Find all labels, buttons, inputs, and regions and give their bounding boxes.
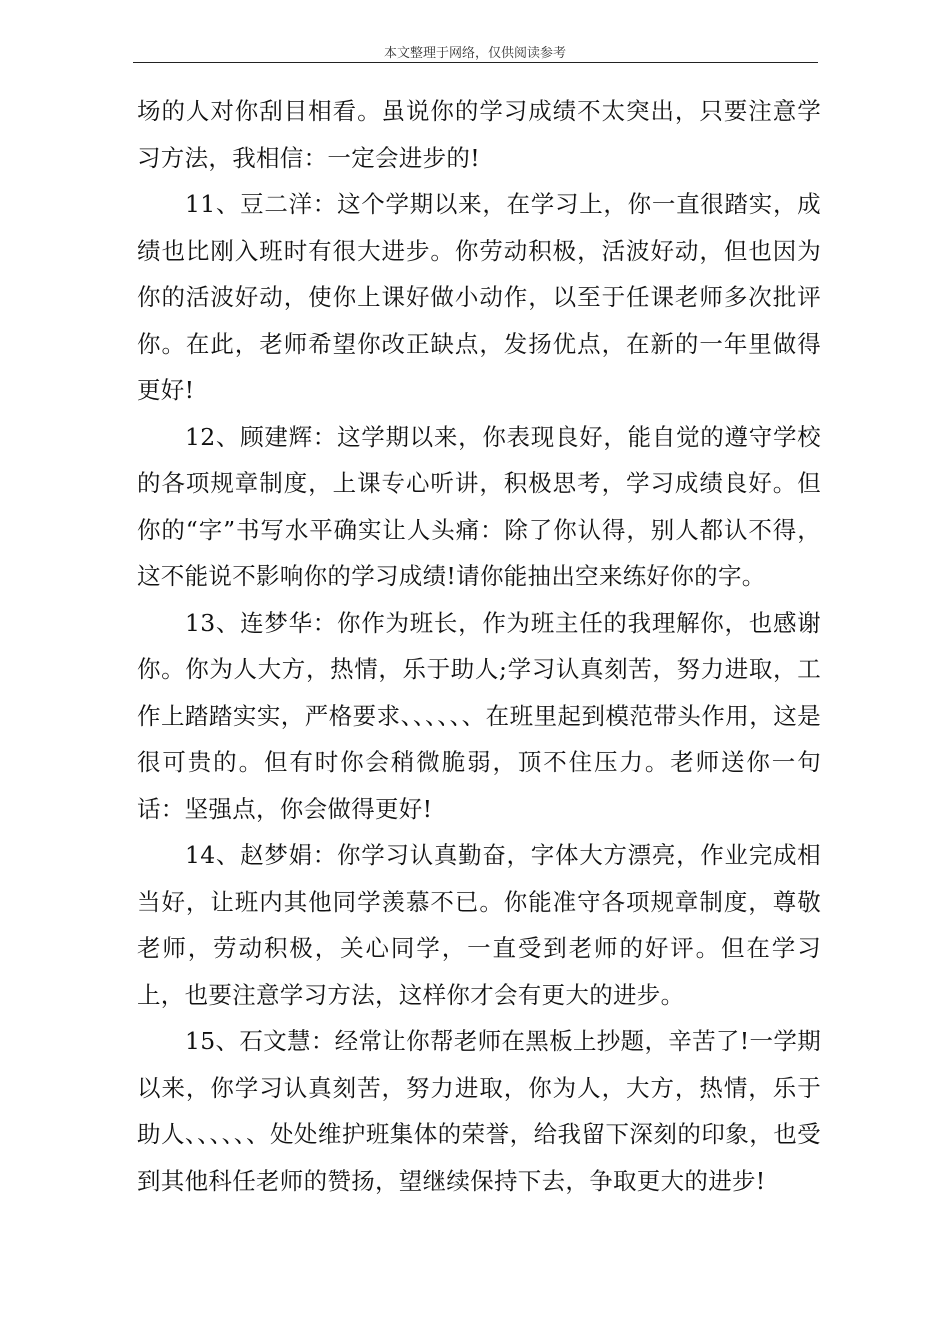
paragraph-comment-15: 15、石文慧：经常让你帮老师在黑板上抄题，辛苦了!一学期以来，你学习认真刻苦，努力进取，你为人，大方，热情，乐于助人、、、、、、处处维护班集体的荣誉，给我留下深刻的印象，也受到其他科任老师的赞扬，望继续保持下去，争取更大的进步! [137,1027,821,1195]
paragraph-comment-13: 13、连梦华：你作为班长，作为班主任的我理解你，也感谢你。你为人大方，热情，乐于助人;学习认真刻苦，努力进取，工作上踏踏实实，严格要求、、、、、、在班里起到模范带头作用，这是很可贵的。但有时你会稍微脆弱，顶不住压力。老师送你一句话：坚强点，你会做得更好! [137,608,821,823]
paragraph-comment-12: 12、顾建辉：这学期以来，你表现良好，能自觉的遵守学校的各项规章制度，上课专心听讲，积极思考，学习成绩良好。但你的“字”书写水平确实让人头痛：除了你认得，别人都认不得，这不能说不影响你的学习成绩!请你能抽出空来练好你的字。 [137,422,821,590]
document-body [137,88,821,1204]
header-divider [133,62,818,63]
paragraph-comment-11: 11、豆二洋：这个学期以来，在学习上，你一直很踏实，成绩也比刚入班时有很大进步。你劳动积极，活波好动，但也因为你的活波好动，使你上课好做小动作，以至于任课老师多次批评你。在此，老师希望你改正缺点，发扬优点，在新的一年里做得更好! [137,190,821,404]
page-header-note: 本文整理于网络，仅供阅读参考 [383,46,566,61]
paragraph-comment-14: 14、赵梦娟：你学习认真勤奋，字体大方漂亮，作业完成相当好，让班内其他同学羡慕不已。你能准守各项规章制度，尊敬老师，劳动积极，关心同学，一直受到老师的好评。但在学习上，也要注意学习方法，这样你才会有更大的进步。 [137,841,821,1009]
paragraph-continuation: 场的人对你刮目相看。虽说你的学习成绩不太突出，只要注意学习方法，我相信：一定会进步的! [137,97,821,172]
